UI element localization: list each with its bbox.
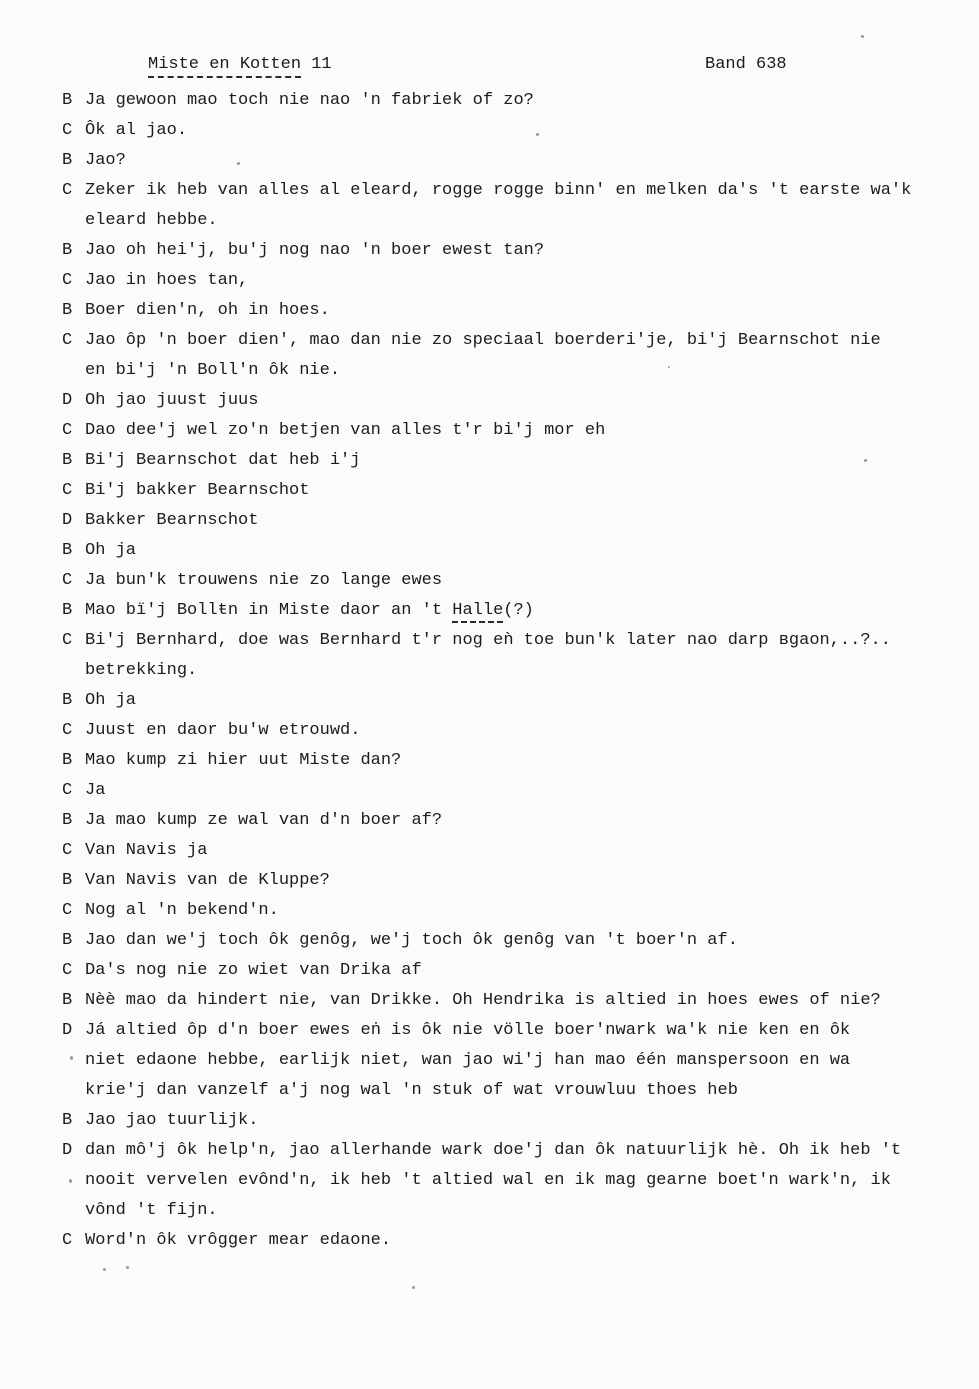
speaker-label: C [62, 901, 73, 920]
scan-speck [861, 35, 864, 38]
transcript-line [0, 296, 979, 326]
title-underlined-text: Miste en Kotten [148, 55, 301, 78]
speaker-label: B [62, 691, 73, 710]
speaker-label: B [62, 451, 73, 470]
line-text: Da's nog nie zo wiet van Drika af [85, 961, 422, 980]
line-text: dan mô'j ôk help'n, jao allerhande wark doe'j dan ôk natuurlijk hè. Oh ik heb 't [85, 1141, 902, 1160]
transcript-line [0, 116, 979, 146]
transcript-line-continuation [0, 1076, 979, 1106]
scan-speck [70, 1056, 73, 1060]
transcript-line [0, 506, 979, 536]
speaker-label: C [62, 121, 73, 140]
speaker-label: B [62, 241, 73, 260]
line-text: Zeker ik heb van alles al eleard, rogge rogge binn' en melken da's 't earste wa'k [85, 181, 912, 200]
speaker-label: B [62, 91, 73, 110]
line-text: niet edaone hebbe, earlijk niet, wan jao wi'j han mao één manspersoon en wa [85, 1051, 851, 1070]
speaker-label: B [62, 151, 73, 170]
line-text [85, 601, 534, 623]
transcript-line [0, 896, 979, 926]
transcript-line [0, 626, 979, 656]
speaker-label: D [62, 1021, 73, 1040]
transcript-line [0, 986, 979, 1016]
transcript-line [0, 1226, 979, 1256]
line-text: Ôk al jao. [85, 121, 188, 140]
transcript-line [0, 236, 979, 266]
scan-speck [668, 366, 670, 368]
line-text: Ja bun'k trouwens nie zo lange ewes [85, 571, 443, 590]
text-segment: (?) [503, 601, 534, 620]
speaker-label: B [62, 871, 73, 890]
scan-speck [412, 1286, 415, 1289]
line-text: vônd 't fijn. [85, 1201, 218, 1220]
line-text: Bakker Bearnschot [85, 511, 259, 530]
speaker-label: C [62, 481, 73, 500]
transcript-line [0, 446, 979, 476]
transcript-line [0, 806, 979, 836]
transcript-line [0, 146, 979, 176]
transcript-line [0, 956, 979, 986]
band-label: Band 638 [705, 55, 787, 74]
title-number: 11 [301, 55, 332, 74]
scan-speck [103, 1268, 106, 1271]
speaker-label: C [62, 841, 73, 860]
speaker-label: B [62, 931, 73, 950]
line-text: Van Navis van de Kluppe? [85, 871, 330, 890]
line-text: Bi'j bakker Bearnschot [85, 481, 310, 500]
speaker-label: D [62, 511, 73, 530]
line-text: Bi'j Bernhard, doe was Bernhard t'r nog eǹ toe bun'k later nao darp ʙgaon,..?.. [85, 631, 891, 650]
speaker-label: C [62, 1231, 73, 1250]
transcript-line-continuation [0, 1196, 979, 1226]
transcript [0, 86, 979, 1256]
transcript-line [0, 536, 979, 566]
transcript-line [0, 386, 979, 416]
transcript-line-continuation [0, 656, 979, 686]
line-text: Van Navis ja [85, 841, 208, 860]
transcript-line [0, 686, 979, 716]
transcript-line [0, 416, 979, 446]
transcript-line [0, 746, 979, 776]
scan-speck [536, 133, 539, 136]
transcript-line [0, 326, 979, 356]
line-text: Oh jao juust juus [85, 391, 259, 410]
line-text: Nèè mao da hindert nie, van Drikke. Oh Hendrika is altied in hoes ewes of nie? [85, 991, 881, 1010]
line-text: Dao dee'j wel zo'n betjen van alles t'r bi'j mor eh [85, 421, 606, 440]
line-text: Juust en daor bu'w etrouwd. [85, 721, 361, 740]
scan-speck [237, 162, 240, 165]
line-text: Ja mao kump ze wal van d'n boer af? [85, 811, 443, 830]
line-text: Jao? [85, 151, 126, 170]
transcript-line [0, 176, 979, 206]
transcript-line [0, 566, 979, 596]
scan-speck [126, 1266, 129, 1269]
speaker-label: C [62, 331, 73, 350]
line-text: Boer dien'n, oh in hoes. [85, 301, 330, 320]
scan-speck [69, 1179, 72, 1183]
line-text: Bi'j Bearnschot dat heb i'j [85, 451, 361, 470]
scan-speck [864, 459, 867, 462]
speaker-label: B [62, 751, 73, 770]
line-text: Jao dan we'j toch ôk genôg, we'j toch ôk genôg van 't boer'n af. [85, 931, 738, 950]
line-text: Oh ja [85, 541, 137, 560]
line-text: en bi'j 'n Boll'n ôk nie. [85, 361, 341, 380]
speaker-label: B [62, 811, 73, 830]
line-text: Oh ja [85, 691, 137, 710]
transcript-line [0, 926, 979, 956]
line-text: nooit vervelen evônd'n, ik heb 't altied wal en ik mag gearne boet'n wark'n, ik [85, 1171, 891, 1190]
transcript-line [0, 1136, 979, 1166]
line-text: Jao oh hei'j, bu'j nog nao 'n boer ewest tan? [85, 241, 545, 260]
speaker-label: B [62, 301, 73, 320]
transcript-line-continuation [0, 206, 979, 236]
transcript-line [0, 866, 979, 896]
speaker-label: B [62, 1111, 73, 1130]
line-text: Jao in hoes tan, [85, 271, 249, 290]
speaker-label: D [62, 391, 73, 410]
speaker-label: D [62, 1141, 73, 1160]
transcript-line [0, 266, 979, 296]
line-text: Word'n ôk vrôgger mear edaone. [85, 1231, 392, 1250]
speaker-label: B [62, 601, 73, 620]
line-text: Já altied ôp d'n boer ewes eṅ is ôk nie völle boer'nwark wa'k nie ken en ôk [85, 1021, 851, 1040]
speaker-label: B [62, 541, 73, 560]
line-text: Ja [85, 781, 106, 800]
transcript-line [0, 476, 979, 506]
transcript-line [0, 1016, 979, 1046]
text-segment: Mao bï'j Bollŧn in Miste daor an 't [85, 601, 453, 620]
transcript-line-continuation [0, 356, 979, 386]
speaker-label: C [62, 781, 73, 800]
speaker-label: C [62, 631, 73, 650]
transcript-line-continuation [0, 1046, 979, 1076]
speaker-label: B [62, 991, 73, 1010]
transcript-line [0, 836, 979, 866]
page-title [148, 55, 332, 74]
transcript-line [0, 596, 979, 626]
transcript-line [0, 1106, 979, 1136]
line-text: betrekking. [85, 661, 198, 680]
line-text: Nog al 'n bekend'n. [85, 901, 279, 920]
line-text: Ja gewoon mao toch nie nao 'n fabriek of zo? [85, 91, 534, 110]
underlined-word: Halle [452, 601, 503, 623]
transcript-line [0, 86, 979, 116]
speaker-label: C [62, 421, 73, 440]
line-text: Mao kump zi hier uut Miste dan? [85, 751, 402, 770]
speaker-label: C [62, 271, 73, 290]
transcript-line-continuation [0, 1166, 979, 1196]
speaker-label: C [62, 721, 73, 740]
speaker-label: C [62, 181, 73, 200]
speaker-label: C [62, 571, 73, 590]
line-text: krie'j dan vanzelf a'j nog wal 'n stuk of wat vrouwluu thoes heb [85, 1081, 738, 1100]
transcript-line [0, 716, 979, 746]
line-text: eleard hebbe. [85, 211, 218, 230]
transcript-line [0, 776, 979, 806]
line-text: Jao jao tuurlijk. [85, 1111, 259, 1130]
speaker-label: C [62, 961, 73, 980]
line-text: Jao ôp 'n boer dien', mao dan nie zo speciaal boerderi'je, bi'j Bearnschot nie [85, 331, 881, 350]
